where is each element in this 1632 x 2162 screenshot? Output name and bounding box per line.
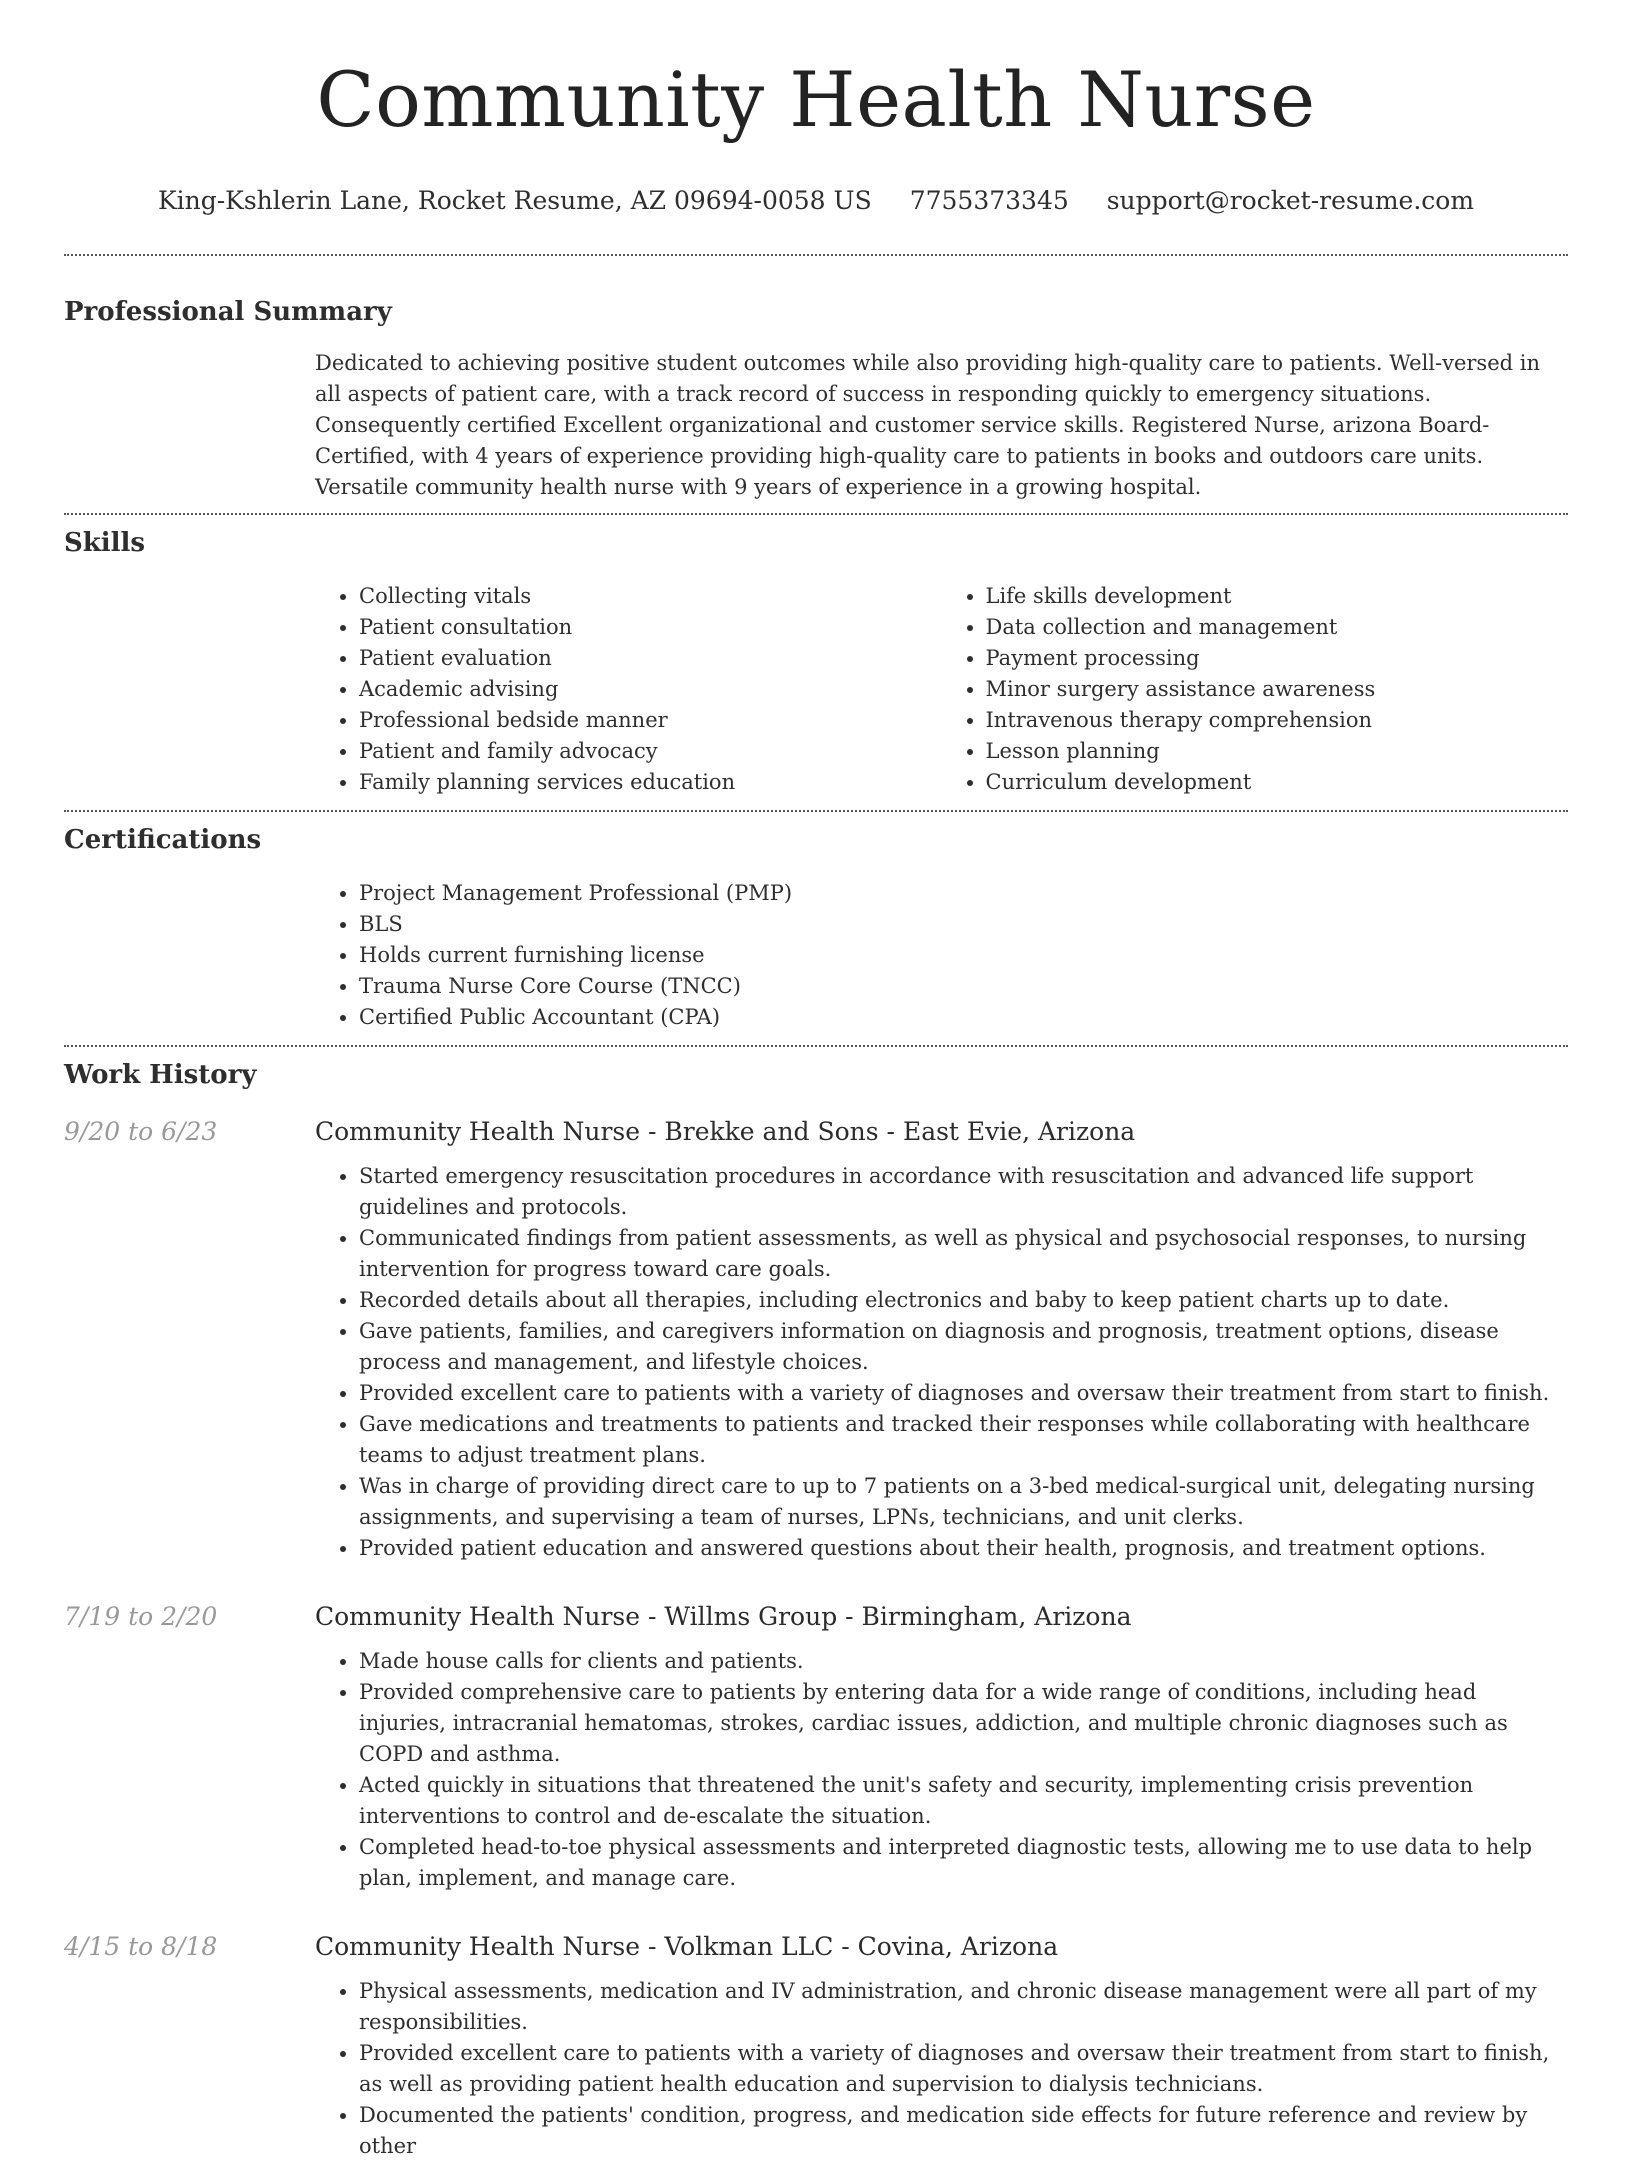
job-bullet: • Was in charge of providing direct care to up to 7 patients on a 3-bed medical-surgical unit, delegating nursing assignments, and supervising a team of nurses, LPNs, technicians, and unit clerks.	[359, 1471, 1568, 1533]
job-entry	[64, 1115, 1568, 1564]
skills-list-right	[942, 581, 1569, 798]
skills-section	[64, 527, 1568, 798]
skill-item: • Lesson planning	[986, 736, 1569, 767]
skill-item: • Academic advising	[359, 674, 942, 705]
certification-item: • Certified Public Accountant (CPA)	[359, 1002, 1568, 1033]
job-dates: 9/20 to 6/23	[64, 1117, 218, 1146]
job-bullet: • Physical assessments, medication and IV administration, and chronic disease management were all part of my responsibilities.	[359, 1976, 1568, 2038]
job-bullet: • Started emergency resuscitation procedures in accordance with resuscitation and advanced life support guidelines and protocols.	[359, 1161, 1568, 1223]
job-title: Community Health Nurse - Willms Group - Birmingham, Arizona	[315, 1602, 1132, 1631]
job-bullet: • Provided excellent care to patients with a variety of diagnoses and oversaw their treatment from start to finish, as well as providing patient health education and supervision to dialysis technicians.	[359, 2038, 1568, 2100]
certifications-heading: Certifications	[64, 825, 262, 855]
certifications-list	[315, 878, 1568, 1033]
header-divider	[64, 254, 1568, 256]
skill-item: • Collecting vitals	[359, 581, 942, 612]
job-bullets	[315, 1646, 1568, 1894]
contact-address: King-Kshlerin Lane, Rocket Resume, AZ 09694-0058 US	[157, 186, 872, 215]
skill-item: • Data collection and management	[986, 612, 1569, 643]
certification-item: • Project Management Professional (PMP)	[359, 878, 1568, 909]
certification-item: • Holds current furnishing license	[359, 940, 1568, 971]
skill-item: • Patient evaluation	[359, 643, 942, 674]
work-section	[64, 1059, 1568, 2162]
work-heading: Work History	[64, 1060, 257, 1090]
skill-item: • Professional bedside manner	[359, 705, 942, 736]
job-bullet: • Made house calls for clients and patients.	[359, 1646, 1568, 1677]
skill-item: • Curriculum development	[986, 767, 1569, 798]
summary-heading: Professional Summary	[64, 297, 392, 327]
job-bullet: • Acted quickly in situations that threatened the unit's safety and security, implementing crisis prevention interventions to control and de-escalate the situation.	[359, 1770, 1568, 1832]
resume-page	[64, 0, 1568, 2162]
contact-email[interactable]: support@rocket-resume.com	[1106, 186, 1475, 215]
summary-text: Dedicated to achieving positive student outcomes while also providing high-quality care to patients. Well-versed in all aspects of patient care, with a track record of success in responding quickly to emergency situations. Consequently certified Excellent organizational and customer service skills. Registered Nurse, arizona Board-Certified, with 4 years of experience providing high-quality care to patients in books and outdoors care units. Versatile community health nurse with 9 years of experience in a growing hospital.	[315, 351, 1540, 499]
summary-section	[64, 296, 1568, 503]
job-bullets	[315, 1976, 1568, 2162]
job-bullet: • Communicated findings from patient assessments, as well as physical and psychosocial responses, to nursing intervention for progress toward care goals.	[359, 1223, 1568, 1285]
contact-phone: 7755373345	[909, 186, 1069, 215]
job-entry	[64, 1930, 1568, 2162]
job-bullet: • Gave medications and treatments to patients and tracked their responses while collaborating with healthcare teams to adjust treatment plans.	[359, 1409, 1568, 1471]
candidate-name: Community Health Nurse	[316, 55, 1316, 144]
job-dates: 4/15 to 8/18	[64, 1932, 218, 1961]
certifications-divider	[64, 1045, 1568, 1047]
skill-item: • Intravenous therapy comprehension	[986, 705, 1569, 736]
contact-line	[64, 186, 1568, 216]
skills-divider	[64, 810, 1568, 812]
skill-item: • Payment processing	[986, 643, 1569, 674]
job-bullet: • Provided excellent care to patients with a variety of diagnoses and oversaw their treatment from start to finish.	[359, 1378, 1568, 1409]
certification-item: • Trauma Nurse Core Course (TNCC)	[359, 971, 1568, 1002]
job-bullet: • Completed head-to-toe physical assessments and interpreted diagnostic tests, allowing me to use data to help plan, implement, and manage care.	[359, 1832, 1568, 1894]
skill-item: • Life skills development	[986, 581, 1569, 612]
skill-item: • Family planning services education	[359, 767, 942, 798]
skills-list-left	[315, 581, 942, 798]
job-title: Community Health Nurse - Volkman LLC - Covina, Arizona	[315, 1932, 1059, 1961]
skill-item: • Patient consultation	[359, 612, 942, 643]
job-dates: 7/19 to 2/20	[64, 1602, 218, 1631]
job-title: Community Health Nurse - Brekke and Sons - East Evie, Arizona	[315, 1117, 1136, 1146]
skill-item: • Patient and family advocacy	[359, 736, 942, 767]
certifications-section	[64, 824, 1568, 1033]
certification-item: • BLS	[359, 909, 1568, 940]
job-bullet: • Provided patient education and answered questions about their health, prognosis, and treatment options.	[359, 1533, 1568, 1564]
job-bullet: • Provided comprehensive care to patients by entering data for a wide range of conditions, including head injuries, intracranial hematomas, strokes, cardiac issues, addiction, and multiple chronic diagnoses such as COPD and asthma.	[359, 1677, 1568, 1770]
summary-divider	[64, 513, 1568, 515]
skill-item: • Minor surgery assistance awareness	[986, 674, 1569, 705]
job-entry	[64, 1600, 1568, 1894]
job-bullets	[315, 1161, 1568, 1564]
job-bullet: • Gave patients, families, and caregivers information on diagnosis and prognosis, treatment options, disease process and management, and lifestyle choices.	[359, 1316, 1568, 1378]
job-bullet: • Recorded details about all therapies, including electronics and baby to keep patient charts up to date.	[359, 1285, 1568, 1316]
skills-heading: Skills	[64, 528, 146, 558]
job-bullet: • Documented the patients' condition, progress, and medication side effects for future reference and review by other	[359, 2100, 1568, 2162]
